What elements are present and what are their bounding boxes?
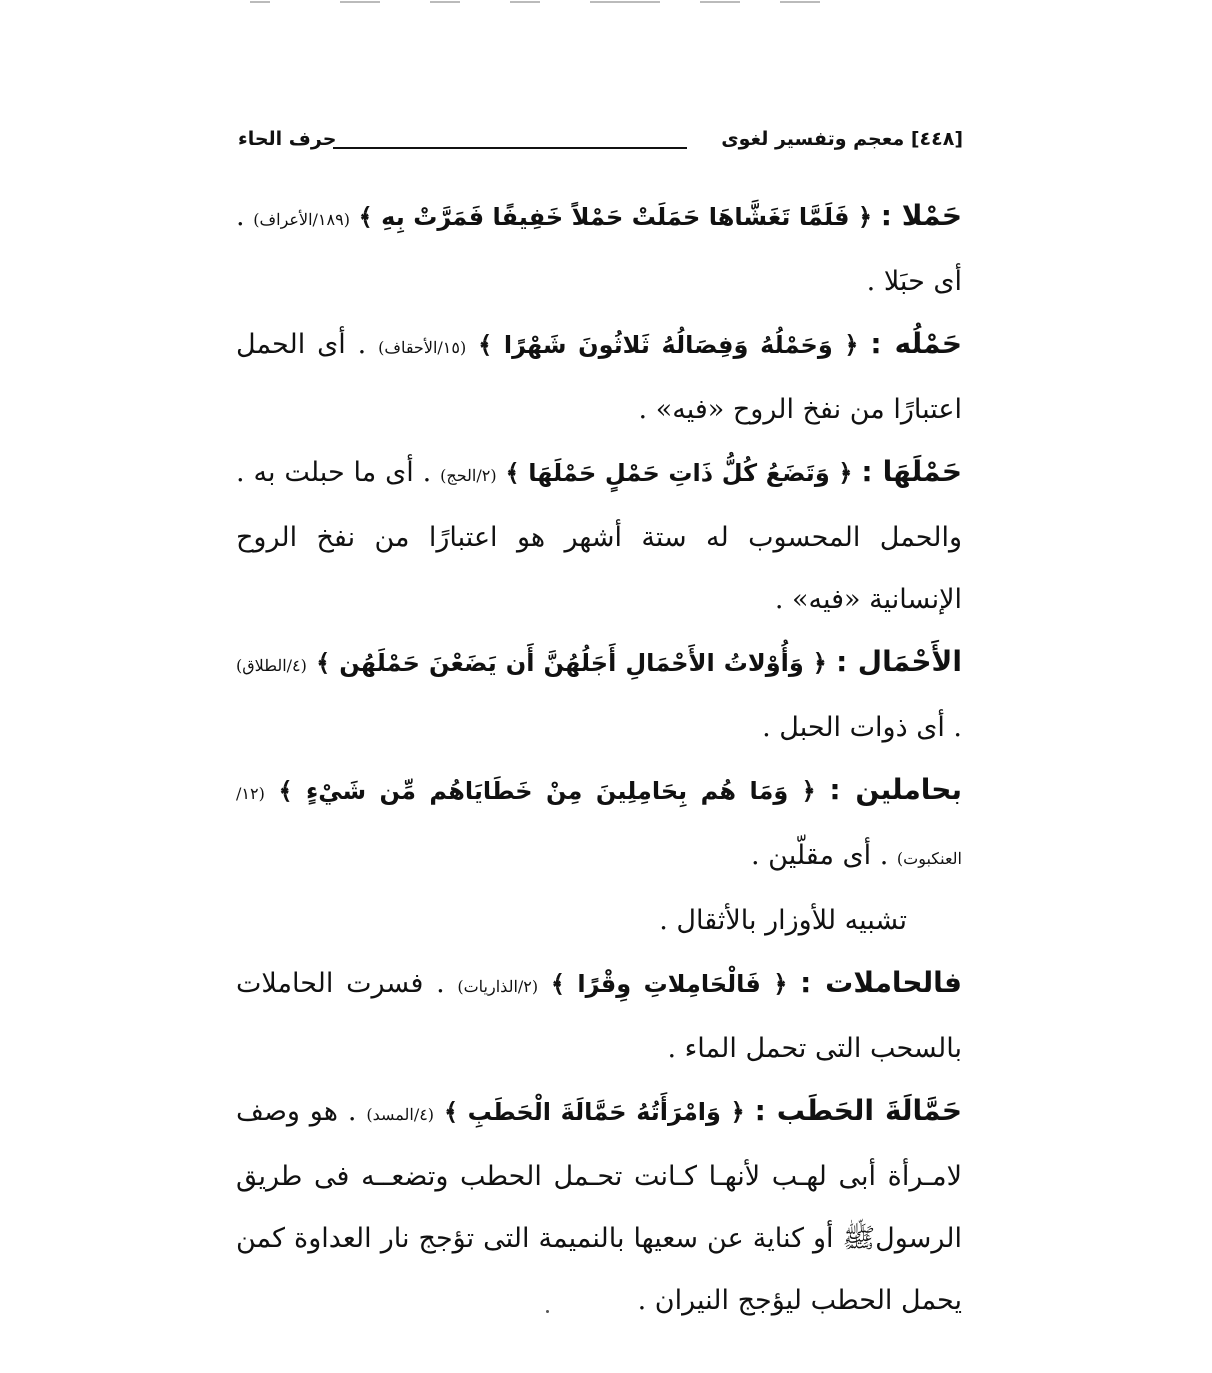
entry-headword: حَمْلُه :	[870, 327, 963, 360]
entry-explanation: . أى مقلّين .	[750, 840, 889, 871]
verse-reference: (٤/المسد)	[366, 1105, 435, 1124]
entry-explanation: تشبيه للأوزار بالأثقال .	[659, 905, 907, 936]
quran-verse: ﴿ فَالْحَامِلاتِ وِقْرًا ﴾	[550, 970, 788, 998]
scan-edge-marks	[0, 0, 1212, 8]
entry	[236, 185, 962, 313]
page-number-title: [٤٤٨] معجم وتفسير لغوى	[721, 128, 963, 150]
entry-explanation: . أى ذوات الحبل .	[762, 712, 962, 743]
entry-headword: حَمْلَهَا :	[861, 455, 963, 488]
dictionary-entries	[236, 185, 962, 1332]
entry-explanation: . فسرت الحاملات بالسحب التى تحمل الماء .	[236, 968, 962, 1064]
verse-reference: (١٥/الأحقاف)	[378, 338, 467, 357]
verse-reference: (٢/الذاريات)	[457, 977, 539, 996]
entry	[236, 952, 962, 1080]
quran-verse: ﴿ وَامْرَأَتُهُ حَمَّالَةَ الْحَطَبِ ﴾	[443, 1098, 745, 1126]
entry-headword: الأَحْمَال :	[836, 645, 962, 678]
quran-verse: ﴿ وَتَضَعُ كُلُّ ذَاتِ حَمْلٍ حَمْلَهَا ﴾	[505, 459, 853, 487]
entry	[236, 759, 962, 890]
entry	[236, 631, 962, 759]
verse-reference: (١٢/العنكبوت)	[236, 784, 962, 868]
entry-explanation: . أى ما حبلت به . والحمل المحسوب له ستة أشهر هو اعتبارًا من نفخ الروح الإنسانية «فيه» .	[236, 457, 962, 615]
entry	[236, 441, 962, 631]
entry-headword: بحاملين :	[829, 773, 962, 806]
entry	[236, 1080, 962, 1332]
verse-reference: (١٨٩/الأعراف)	[253, 210, 350, 229]
page-header	[238, 128, 963, 164]
entry-explanation: . أى حبَلا .	[236, 201, 962, 297]
entry-headword: حَمْلا :	[880, 199, 963, 232]
section-label: حرف الحاء	[238, 128, 337, 150]
entry-note	[236, 890, 962, 952]
entry-headword: حَمَّالَةَ الحَطَب :	[754, 1094, 963, 1127]
header-rule	[333, 147, 687, 149]
entry-headword: فالحاملات :	[800, 966, 962, 999]
entry	[236, 313, 962, 441]
verse-reference: (٢/الحج)	[440, 466, 497, 485]
quran-verse: ﴿ فَلَمَّا تَغَشَّاهَا حَمَلَتْ حَمْلاً خَفِيفًا فَمَرَّتْ بِهِ ﴾	[358, 203, 873, 231]
scan-dot	[546, 1310, 549, 1313]
quran-verse: ﴿ وَمَا هُم بِحَامِلِينَ مِنْ خَطَايَاهُم مِّن شَيْءٍ ﴾	[278, 777, 816, 805]
quran-verse: ﴿ وَأُوْلاتُ الأَحْمَالِ أَجَلُهُنَّ أَن يَضَعْنَ حَمْلَهُن ﴾	[316, 649, 827, 677]
entry-explanation: . هو وصف لامـرأة أبى لهـب لأنهـا كـانت تحـمل الحطب وتضعــه فى طريق الرسولﷺ أو كناية عن سعيها بالنميمة التى تؤجج نار العداوة كمن يحمل الحطب ليؤجج النيران .	[236, 1096, 962, 1316]
entry-explanation: . أى الحمل اعتبارًا من نفخ الروح «فيه» .	[236, 329, 962, 425]
quran-verse: ﴿ وَحَمْلُهُ وَفِصَالُهُ ثَلاثُونَ شَهْرًا ﴾	[478, 331, 859, 359]
verse-reference: (٤/الطلاق)	[236, 656, 307, 675]
